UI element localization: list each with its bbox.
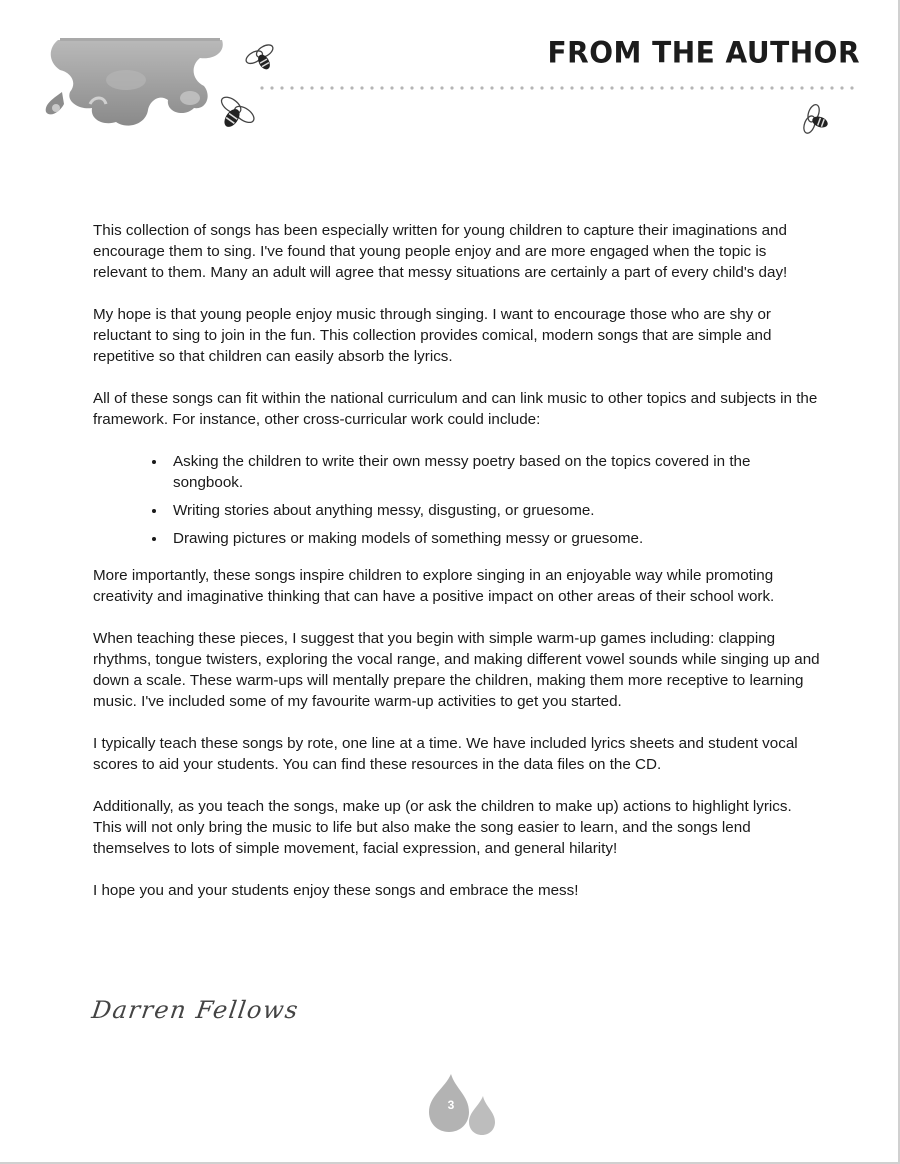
paragraph: I hope you and your students enjoy these songs and embrace the mess! <box>93 882 579 899</box>
paragraph: I typically teach these songs by rote, one line at a time. We have included lyrics sheets and student vocal scores to aid your students. You can find these resources in the data files on the CD. <box>93 735 798 773</box>
list-item: • Drawing pictures or making models of something messy or gruesome. <box>167 528 823 549</box>
paragraph: Additionally, as you teach the songs, make up (or ask the children to make up) actions to highlight lyrics. This will not only bring the music to life but also make the song easier to learn, and the songs lend themselves to lots of simple movement, facial expression, and general hilarity! <box>93 798 792 857</box>
fly-icon <box>802 103 833 139</box>
paragraph: This collection of songs has been especially written for young children to capture their imaginations and encourage them to sing. I've found that young people enjoy and are more engaged when the topic is relevant to them. Many an adult will agree that messy situations are certainly a part of every child's day! <box>93 222 788 281</box>
dotted-divider <box>260 86 853 89</box>
page-number: 3 <box>447 1098 455 1112</box>
page-title: FROM THE AUTHOR <box>547 35 860 70</box>
header-art <box>0 0 900 150</box>
paragraph: More importantly, these songs inspire children to explore singing in an enjoyable way while promoting creativity and imaginative thinking that can have a positive impact on other areas of their school work. <box>93 567 775 605</box>
list-item: • Asking the children to write their own messy poetry based on the topics covered in the songbook. <box>167 451 823 493</box>
paragraph: When teaching these pieces, I suggest that you begin with simple warm-up games including: clapping rhythms, tongue twisters, exploring the vocal range, and making different vowel sounds while singing up and down a scale. These warm-ups will mentally prepare the children, making them more receptive to learning music. I've included some of my favourite warm-up activities to get you started. <box>93 630 820 710</box>
paragraph: All of these songs can fit within the national curriculum and can link music to other topics and subjects in the framework. For instance, other cross-curricular work could include: <box>93 390 818 428</box>
fly-icon <box>211 94 257 137</box>
paragraph: My hope is that young people enjoy music through singing. I want to encourage those who are shy or reluctant to sing to join in the fun. This collection provides comical, modern songs that are simple and repetitive so that children can easily absorb the lyrics. <box>93 306 772 365</box>
body-text <box>93 220 823 922</box>
fly-icon <box>244 42 281 76</box>
list-item: • Writing stories about anything messy, disgusting, or gruesome. <box>167 500 823 521</box>
splat-icon <box>46 38 223 126</box>
bullet-list <box>93 451 823 549</box>
author-signature: Darren Fellows <box>90 996 301 1024</box>
